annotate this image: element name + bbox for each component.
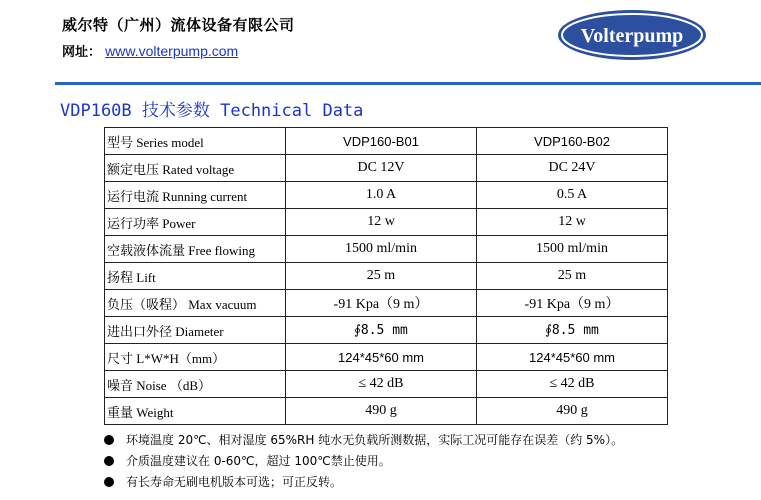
note-text: 有长寿命无刷电机版本可选；可正反转。 [126,475,343,489]
cell-value: 12 w [286,209,477,236]
cell-value: 490 g [286,398,477,425]
cell-value: ∮8.5 mm [286,317,477,344]
row-label: 噪音 Noise （dB） [105,371,286,398]
row-label: 运行电流 Running current [105,182,286,209]
row-label: 空载液体流量 Free flowing [105,236,286,263]
bullet-icon [104,435,114,445]
cell-value: DC 24V [477,155,668,182]
list-item [104,430,623,451]
cell-value: 1.0 A [286,182,477,209]
table-row [105,317,668,344]
row-label: 进出口外径 Diameter [105,317,286,344]
volterpump-logo [556,8,708,62]
cell-value: VDP160-B02 [477,128,668,155]
row-label: 额定电压 Rated voltage [105,155,286,182]
cell-value: DC 12V [286,155,477,182]
cell-value: -91 Kpa（9 m） [477,290,668,317]
table-row [105,398,668,425]
cell-value: ≤ 42 dB [286,371,477,398]
table-row [105,263,668,290]
cell-value: 490 g [477,398,668,425]
note-text: 介质温度建议在 0-60℃，超过 100℃禁止使用。 [126,454,391,468]
table-row [105,344,668,371]
row-label: 重量 Weight [105,398,286,425]
table-row [105,236,668,263]
cell-value: ≤ 42 dB [477,371,668,398]
cell-value: 12 w [477,209,668,236]
cell-value: 0.5 A [477,182,668,209]
section-title: VDP160B 技术参数 Technical Data [60,101,364,121]
logo-text: Volterpump [580,25,684,47]
cell-value: ∮8.5 mm [477,317,668,344]
list-item [104,472,623,493]
table-row [105,290,668,317]
cell-value: 1500 ml/min [477,236,668,263]
table-row [105,182,668,209]
table-row [105,128,668,155]
cell-value: -91 Kpa（9 m） [286,290,477,317]
cell-value: 25 m [477,263,668,290]
row-label: 负压（吸程） Max vacuum [105,290,286,317]
row-label: 尺寸 L*W*H（mm） [105,344,286,371]
company-name: 威尔特（广州）流体设备有限公司 [62,16,295,34]
notes-list [104,430,623,493]
website-link[interactable]: www.volterpump.com [105,43,239,59]
website-label: 网址： [62,45,102,60]
note-text: 环境温度 20℃、相对湿度 65%RH 纯水无负载所测数据，实际工况可能存在误差（约 5%）。 [126,433,624,447]
row-label: 扬程 Lift [105,263,286,290]
cell-value: 124*45*60 mm [477,344,668,371]
cell-value: 124*45*60 mm [286,344,477,371]
website-row [62,41,238,60]
table-row [105,209,668,236]
cell-value: 25 m [286,263,477,290]
cell-value: 1500 ml/min [286,236,477,263]
row-label: 型号 Series model [105,128,286,155]
table-row [105,371,668,398]
bullet-icon [104,477,114,487]
spec-table [104,127,668,425]
bullet-icon [104,456,114,466]
row-label: 运行功率 Power [105,209,286,236]
cell-value: VDP160-B01 [286,128,477,155]
header-divider [55,82,761,85]
table-row [105,155,668,182]
list-item [104,451,623,472]
